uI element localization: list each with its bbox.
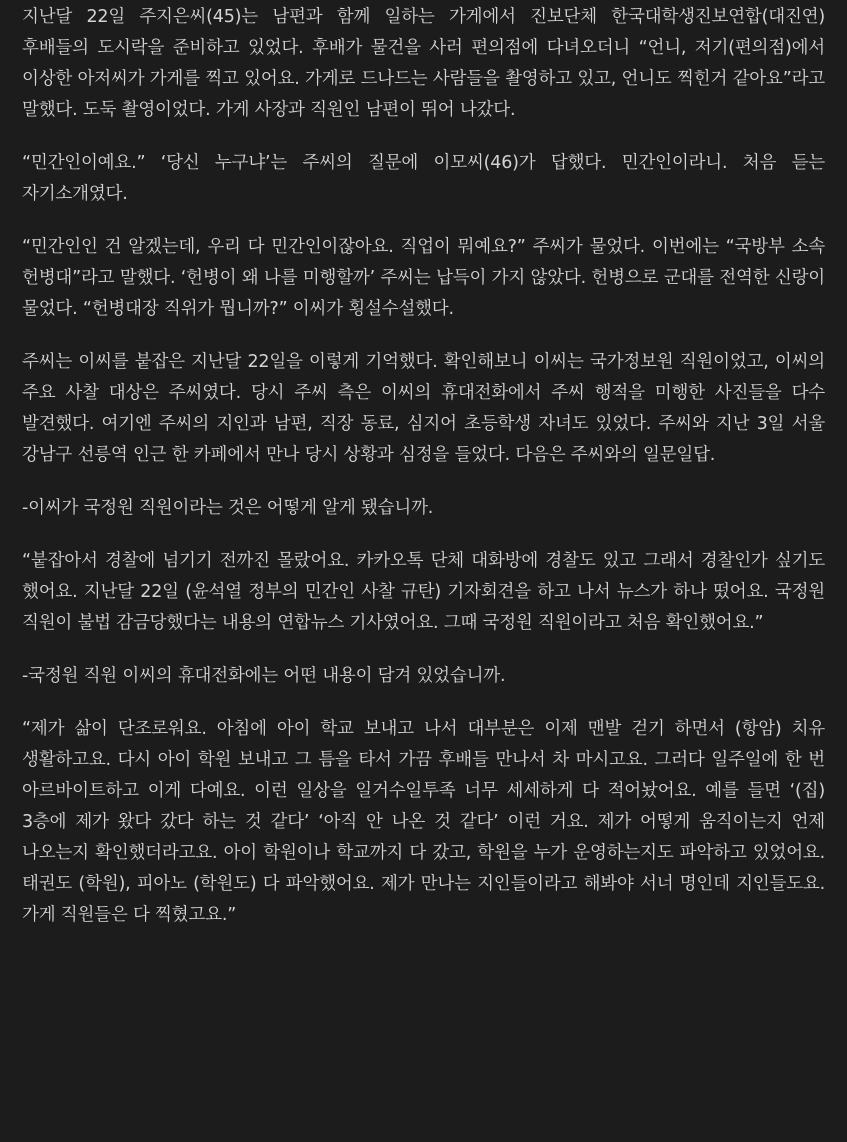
- article-paragraph: 주씨는 이씨를 붙잡은 지난달 22일을 이렇게 기억했다. 확인해보니 이씨는 국가정보원 직원이었고, 이씨의 주요 사찰 대상은 주씨였다. 당시 주씨 측은 이씨의 휴대전화에서 주씨 행적을 미행한 사진들을 다수 발견했다. 여기엔 주씨의 지인과 남편, 직장 동료, 심지어 초등학생 자녀도 있었다. 주씨와 지난 3일 서울 강남구 선릉역 인근 한 카페에서 만나 당시 상황과 심정을 들었다. 다음은 주씨와의 일문일답.: [22, 352, 825, 465]
- article-paragraph: “민간인인 건 알겠는데, 우리 다 민간인이잖아요. 직업이 뭐예요?” 주씨가 물었다. 이번에는 “국방부 소속 헌병대”라고 말했다. ‘헌병이 왜 나를 미행할까’ 주씨는 납득이 가지 않았다. 헌병으로 군대를 전역한 신랑이 물었다. “헌병대장 직위가 뭡니까?” 이씨가 횡설수설했다.: [22, 237, 825, 319]
- interview-question: -이씨가 국정원 직원이라는 것은 어떻게 알게 됐습니까.: [22, 498, 434, 518]
- interview-question: -국정원 직원 이씨의 휴대전화에는 어떤 내용이 담겨 있었습니까.: [22, 666, 506, 686]
- interview-answer: “제가 삶이 단조로워요. 아침에 아이 학교 보내고 나서 대부분은 이제 맨발 걷기 하면서 (항암) 치유 생활하고요. 다시 아이 학원 보내고 그 틈을 타서 가끔 후배들 만나서 차 마시고요. 그러다 일주일에 한 번 아르바이트하고 이게 다예요. 이런 일상을 일거수일투족 너무 세세하게 다 적어놨어요. 예를 들면 ‘(집) 3층에 제가 왔다 갔다 하는 것 같다’ ‘아직 안 나온 것 같다’ 이런 거요. 제가 어떻게 움직이는지 언제 나오는지 확인했더라고요. 아이 학원이나 학교까지 다 갔고, 학원을 누가 운영하는지도 파악하고 있었어요. 태권도 (학원), 피아노 (학원도) 다 파악했어요. 제가 만나는 지인들이라고 해봐야 서너 명인데 지인들도요. 가게 직원들은 다 찍혔고요.”: [22, 719, 825, 925]
- interview-answer: “붙잡아서 경찰에 넘기기 전까진 몰랐어요. 카카오톡 단체 대화방에 경찰도 있고 그래서 경찰인가 싶기도 했어요. 지난달 22일 (윤석열 정부의 민간인 사찰 규탄) 기자회견을 하고 나서 뉴스가 하나 떴어요. 국정원 직원이 불법 감금당했다는 내용의 연합뉴스 기사였어요. 그때 국정원 직원이라고 처음 확인했어요.”: [22, 551, 825, 633]
- article-paragraph: 지난달 22일 주지은씨(45)는 남편과 함께 일하는 가게에서 진보단체 한국대학생진보연합(대진연) 후배들의 도시락을 준비하고 있었다. 후배가 물건을 사러 편의점에 다녀오더니 “언니, 저기(편의점)에서 이상한 아저씨가 가게를 찍고 있어요. 가게로 드나드는 사람들을 촬영하고 있고, 언니도 찍힌거 같아요”라고 말했다. 도둑 촬영이었다. 가게 사장과 직원인 남편이 뛰어 나갔다.: [22, 7, 825, 120]
- article-paragraph: “민간인이예요.” ‘당신 누구냐’는 주씨의 질문에 이모씨(46)가 답했다. 민간인이라니. 처음 듣는 자기소개였다.: [22, 153, 825, 204]
